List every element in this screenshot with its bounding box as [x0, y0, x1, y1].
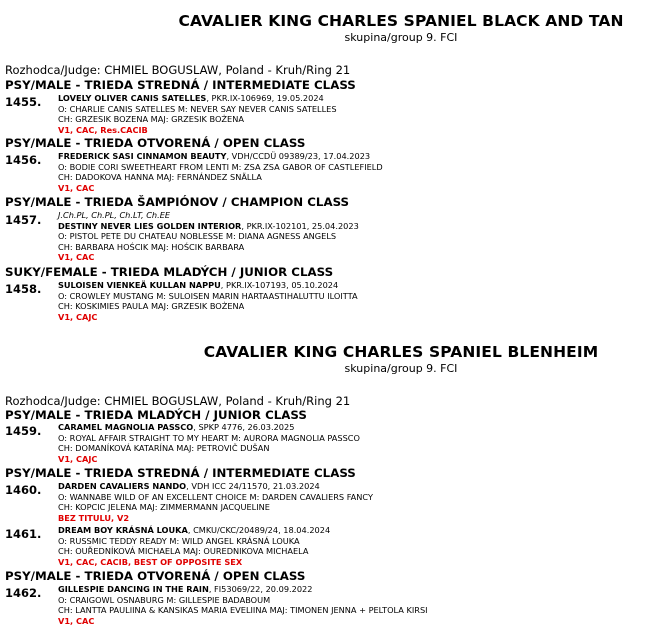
entry-number: 1455.	[5, 95, 42, 109]
dog-name: CARAMEL MAGNOLIA PASSCO	[58, 422, 194, 432]
entry-body	[58, 422, 360, 464]
class-heading: PSY/MALE - TRIEDA OTVORENÁ / OPEN CLASS	[5, 569, 306, 583]
breed-title: CAVALIER KING CHARLES SPANIEL BLACK AND TAN	[178, 12, 624, 30]
award: V1, CAJC	[58, 453, 98, 464]
parents: O: CHARLIE CANIS SATELLES M: NEVER SAY NEVER CANIS SATELLES	[58, 103, 337, 114]
entry-number: 1460.	[5, 483, 42, 497]
dog-name: DESTINY NEVER LIES GOLDEN INTERIOR	[58, 220, 242, 231]
entry-number: 1458.	[5, 282, 42, 296]
breed-title: CAVALIER KING CHARLES SPANIEL BLENHEIM	[203, 343, 599, 361]
entry-body	[58, 280, 358, 322]
owner: CH: BARBARA HOŚCIK MAJ: HOŚCIK BARBARA	[58, 241, 245, 252]
dog-line	[58, 280, 358, 291]
owner: CH: DADOKOVA HANNA MAJ: FERNÁNDEZ SNÄLLA	[58, 172, 262, 182]
parents: O: CROWLEY MUSTANG M: SULOISEN MARIN HARTAASTIHALUTTU ILOITTA	[58, 290, 358, 301]
owner: CH: KOSKIMIES PAULA MAJ: GRZESIK BOŻENA	[58, 301, 245, 311]
dog-details: , PKR.IX-102101, 25.04.2023	[241, 220, 359, 231]
class-heading: PSY/MALE - TRIEDA OTVORENÁ / OPEN CLASS	[5, 136, 306, 150]
entry-body	[58, 210, 359, 263]
dog-name: DREAM BOY KRÁSNÁ LOUKA	[58, 525, 188, 535]
parents: O: PISTOL PETE DU CHATEAU NOBLESSE M: DIANA AGNESS ANGELS	[58, 231, 337, 241]
owner: CH: GRZESIK BOZENA MAJ: GRZESIK BOŻENA	[58, 114, 244, 124]
dog-name: DARDEN CAVALIERS NANDO	[58, 481, 187, 491]
owner: CH: LANTTA PAULIINA & KANSIKAS MARIA EVELIINA MAJ: TIMONEN JENNA + PELTOLA KIRSI	[58, 605, 428, 615]
dog-line	[58, 481, 373, 492]
class-heading: PSY/MALE - TRIEDA ŠAMPIÓNOV / CHAMPION CLASS	[5, 195, 350, 209]
owner: CH: KOPCIC JELENA MAJ: ZIMMERMANN JACQUELINE	[58, 502, 270, 512]
parents: O: RUSSMIC TEDDY READY M: WILD ANGEL KRÁSNÁ LOUKA	[58, 535, 300, 546]
class-heading: SUKY/FEMALE - TRIEDA MLADÝCH / JUNIOR CLASS	[5, 265, 334, 279]
entry-body	[58, 93, 337, 135]
dog-details: , PKR.IX-106969, 19.05.2024	[206, 93, 324, 103]
judge-line: Rozhodca/Judge: CHMIEL BOGUSLAW, Poland - Kruh/Ring 21	[5, 63, 351, 77]
entry-number: 1456.	[5, 153, 42, 167]
dog-line	[58, 221, 359, 232]
award: V1, CAC	[58, 615, 95, 626]
dog-line	[58, 93, 337, 104]
entry-number: 1457.	[5, 213, 42, 227]
award: V1, CAC	[58, 252, 95, 262]
dog-details: , FI53069/22, 20.09.2022	[208, 584, 313, 594]
award: V1, CAC, CACIB, BEST OF OPPOSITE SEX	[58, 556, 243, 567]
parents: O: WANNABE WILD OF AN EXCELLENT CHOICE M: DARDEN CAVALIERS FANCY	[58, 491, 373, 502]
dog-name: SULOISEN VIENKEÄ KULLAN NAPPU	[58, 280, 221, 290]
class-heading: PSY/MALE - TRIEDA MLADÝCH / JUNIOR CLASS	[5, 408, 307, 422]
dog-line	[58, 584, 428, 595]
award: V1, CAC	[58, 182, 95, 193]
dog-name: FREDERICK SASI CINNAMON BEAUTY	[58, 151, 227, 161]
entry-body	[58, 481, 373, 523]
entry-number: 1462.	[5, 586, 42, 600]
dog-line	[58, 422, 360, 433]
owner: CH: OUŘEDNÍKOVÁ MICHAELA MAJ: OUREDNIKOVA MICHAELA	[58, 546, 309, 556]
dog-details: , SPKP 4776, 26.03.2025	[193, 422, 295, 432]
dog-line	[58, 525, 330, 536]
entry-number: 1461.	[5, 527, 42, 541]
group-line: skupina/group 9. FCI	[344, 31, 458, 44]
award: V1, CAJC	[58, 311, 98, 322]
class-heading: PSY/MALE - TRIEDA STREDNÁ / INTERMEDIATE CLASS	[5, 466, 356, 480]
award: V1, CAC, Res.CACIB	[58, 124, 148, 135]
parents: O: ROYAL AFFAIR STRAIGHT TO MY HEART M: AURORA MAGNOLIA PASSCO	[58, 432, 360, 443]
parents: O: BODIE CORI SWEETHEART FROM LENTI M: ZSA ZSA GABOR OF CASTLEFIELD	[58, 161, 383, 172]
entry-number: 1459.	[5, 424, 42, 438]
dog-details: , PKR.IX-107193, 05.10.2024	[220, 280, 339, 290]
entry-body	[58, 151, 383, 193]
owner: CH: DOMANÍKOVÁ KATARÍNA MAJ: PETROVIČ DUŠAN	[58, 443, 270, 453]
dog-titles: J.Ch.PL, Ch.PL, Ch.LT, Ch.EE	[58, 210, 171, 220]
class-heading: PSY/MALE - TRIEDA STREDNÁ / INTERMEDIATE CLASS	[5, 78, 356, 92]
award: BEZ TITULU, V2	[58, 512, 130, 523]
dog-details: , VDH ICC 24/11570, 21.03.2024	[186, 481, 320, 491]
group-line: skupina/group 9. FCI	[344, 362, 458, 375]
dog-name: LOVELY OLIVER CANIS SATELLES	[58, 93, 207, 103]
dog-details: , CMKU/CKC/20489/24, 18.04.2024	[187, 525, 331, 535]
dog-line	[58, 151, 383, 162]
dog-name: GILLESPIE DANCING IN THE RAIN	[58, 584, 209, 594]
entry-body	[58, 584, 428, 626]
judge-line: Rozhodca/Judge: CHMIEL BOGUSLAW, Poland - Kruh/Ring 21	[5, 394, 351, 408]
parents: O: CRAIGOWL OSNABURG M: GILLESPIE BADABOUM	[58, 594, 271, 605]
dog-details: , VDH/CCDÜ 09389/23, 17.04.2023	[226, 151, 371, 161]
entry-body	[58, 525, 330, 567]
